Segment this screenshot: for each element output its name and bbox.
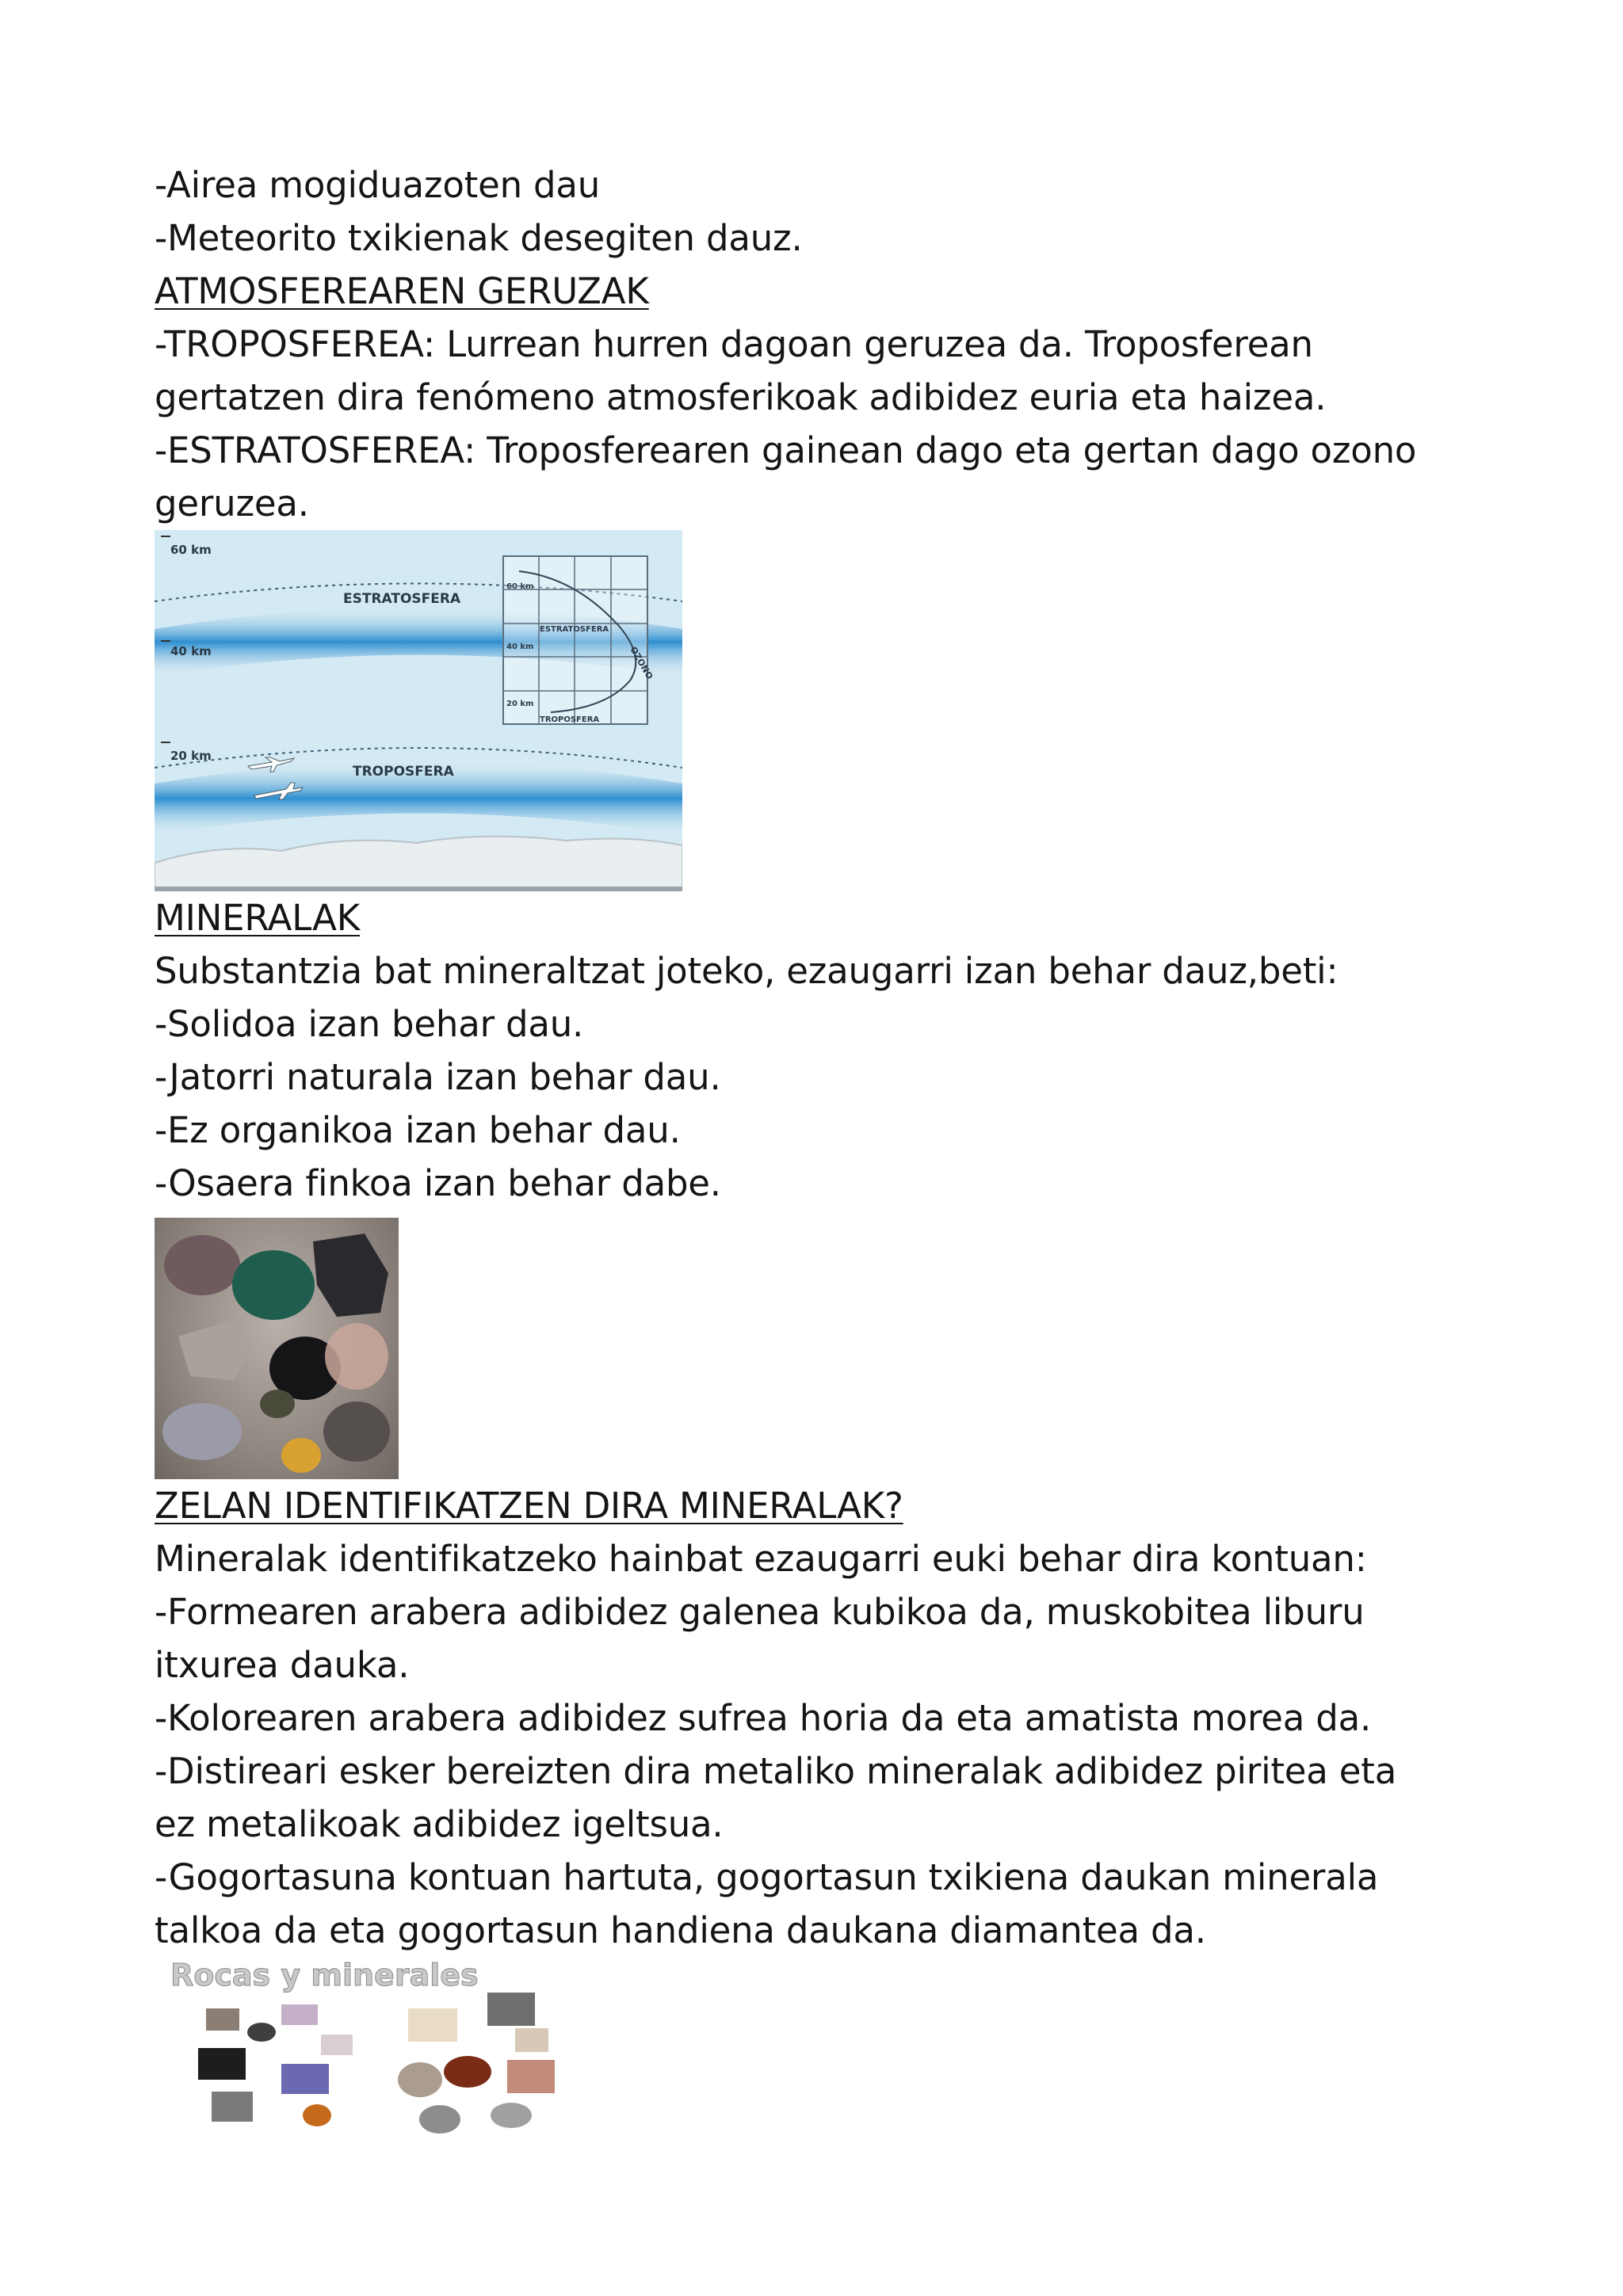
label-40km: 40 km (170, 644, 212, 658)
document-page (155, 158, 1502, 2139)
inset-label-20km: 20 km (506, 700, 534, 708)
ozone-inset-chart (503, 556, 655, 724)
text-line: -Ez organikoa izan behar dau. (155, 1109, 681, 1151)
label-20km: 20 km (170, 749, 212, 763)
rocas-title: Rocas y minerales (170, 1958, 479, 1993)
inset-label-troposfera: TROPOSFERA (540, 715, 600, 724)
rocas-minerales-image (155, 1957, 662, 2139)
text-line: -Gogortasuna kontuan hartuta, gogortasun txikiena daukan minerala (155, 1856, 1379, 1898)
text-line: talkoa da eta gogortasun handiena daukana diamantea da. (155, 1909, 1206, 1951)
text-line: geruzea. (155, 482, 309, 524)
text-line: -ESTRATOSFEREA: Troposferearen gainean dago eta gertan dago ozono (155, 429, 1417, 471)
text-line: Mineralak identifikatzeko hainbat ezaugarri euki behar dira kontuan: (155, 1538, 1367, 1580)
label-estratosfera: ESTRATOSFERA (343, 591, 461, 607)
text-line: ez metalikoak adibidez igeltsua. (155, 1803, 724, 1845)
label-troposfera: TROPOSFERA (353, 764, 454, 780)
atmosphere-diagram (155, 530, 682, 891)
text-line: -Kolorearen arabera adibidez sufrea horia da eta amatista morea da. (155, 1697, 1372, 1739)
minerals-photo (155, 1218, 399, 1479)
text-line: -Osaera finkoa izan behar dabe. (155, 1162, 721, 1204)
section-heading-geruzak: ATMOSFEREAREN GERUZAK (155, 270, 649, 312)
section-heading-mineralak: MINERALAK (155, 897, 361, 939)
text-line: gertatzen dira fenómeno atmosferikoak adibidez euria eta haizea. (155, 376, 1327, 418)
section-heading-identifikatzen: ZELAN IDENTIFIKATZEN DIRA MINERALAK? (155, 1485, 903, 1527)
inset-label-40km: 40 km (506, 643, 534, 651)
text-line: -Airea mogiduazoten dau (155, 164, 601, 206)
label-60km: 60 km (170, 543, 212, 557)
text-line: -Distireari esker bereizten dira metaliko mineralak adibidez piritea eta (155, 1750, 1397, 1792)
text-line: itxurea dauka. (155, 1644, 410, 1686)
atmosphere-layers-image (155, 530, 682, 891)
inset-label-60km: 60 km (506, 582, 534, 591)
inset-label-estratosfera: ESTRATOSFERA (540, 625, 609, 634)
text-line: -Solidoa izan behar dau. (155, 1003, 584, 1045)
text-line: -Meteorito txikienak desegiten dauz. (155, 217, 803, 259)
text-line: -Formearen arabera adibidez galenea kubikoa da, muskobitea liburu (155, 1591, 1365, 1633)
text-line: -Jatorri naturala izan behar dau. (155, 1056, 721, 1098)
text-line: -TROPOSFEREA: Lurrean hurren dagoan geruzea da. Troposferean (155, 323, 1313, 365)
inset-label-ozono: OZONO (628, 645, 655, 681)
text-line: Substantzia bat mineraltzat joteko, ezaugarri izan behar dauz,beti: (155, 950, 1338, 992)
